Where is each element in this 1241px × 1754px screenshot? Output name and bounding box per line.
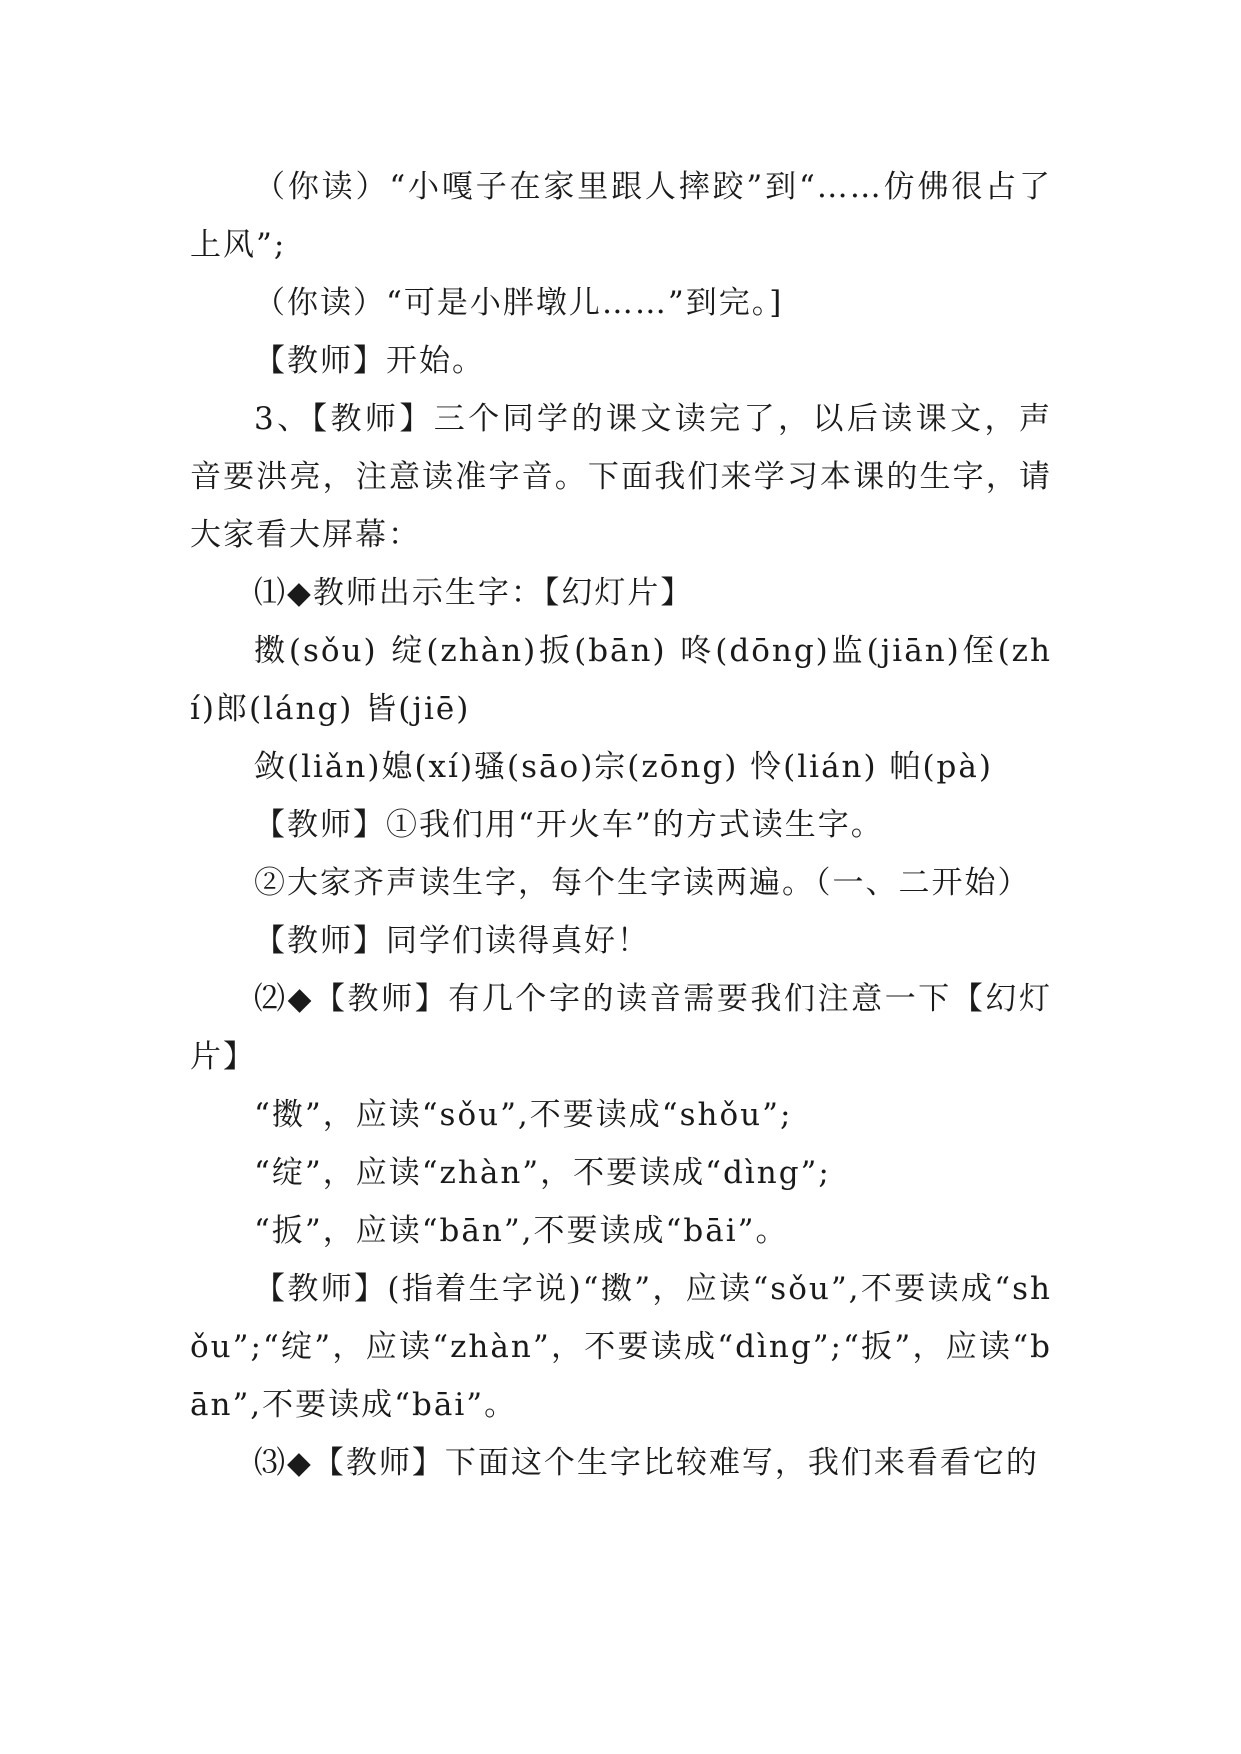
paragraph-pronunciation-ban: “扳”，应读“bān”,不要读成“bāi”。 bbox=[254, 1213, 789, 1249]
paragraph-step-3: 3、【教师】三个同学的课文读完了，以后读课文，声音要洪亮，注意读准字音。下面我们来学习本课的生字，请大家看大屏幕： bbox=[190, 401, 1052, 553]
paragraph-teacher-explain: 【教师】(指着生字说)“擞”，应读“sǒu”,不要读成“shǒu”;“绽”，应读“zhàn”，不要读成“dìng”;“扳”，应读“bān”,不要读成“bāi”。 bbox=[190, 1271, 1052, 1423]
paragraph-train-reading: 【教师】①我们用“开火车”的方式读生字。 bbox=[254, 807, 884, 843]
paragraph-reading-1: （你读）“小嘎子在家里跟人摔跤”到“……仿佛很占了上风”; bbox=[190, 169, 1052, 263]
document-body bbox=[190, 158, 1052, 1492]
paragraph-pronunciation-note: ⑵◆【教师】有几个字的读音需要我们注意一下【幻灯片】 bbox=[190, 981, 1052, 1075]
paragraph-read-aloud: ②大家齐声读生字，每个生字读两遍。（一、二开始） bbox=[254, 865, 1031, 901]
paragraph-characters-line-2: 敛(liǎn)媳(xí)骚(sāo)宗(zōng) 怜(lián) 帕(pà) bbox=[254, 749, 993, 785]
paragraph-praise: 【教师】同学们读得真好！ bbox=[254, 923, 650, 959]
paragraph-teacher-start: 【教师】开始。 bbox=[254, 343, 485, 379]
paragraph-pronunciation-zhan: “绽”，应读“zhàn”，不要读成“dìng”; bbox=[254, 1155, 831, 1191]
paragraph-characters-line-1: 擞(sǒu) 绽(zhàn)扳(bān) 咚(dōng)监(jiān)侄(zhí)郎(láng) 皆(jiē) bbox=[190, 633, 1052, 727]
paragraph-pronunciation-sou: “擞”，应读“sǒu”,不要读成“shǒu”; bbox=[254, 1097, 793, 1133]
paragraph-reading-2: （你读）“可是小胖墩儿……”到完。] bbox=[254, 285, 784, 321]
paragraph-show-characters: ⑴◆教师出示生字：【幻灯片】 bbox=[254, 575, 694, 611]
paragraph-step-3-writing: ⑶◆【教师】下面这个生字比较难写，我们来看看它的 bbox=[254, 1445, 1039, 1481]
